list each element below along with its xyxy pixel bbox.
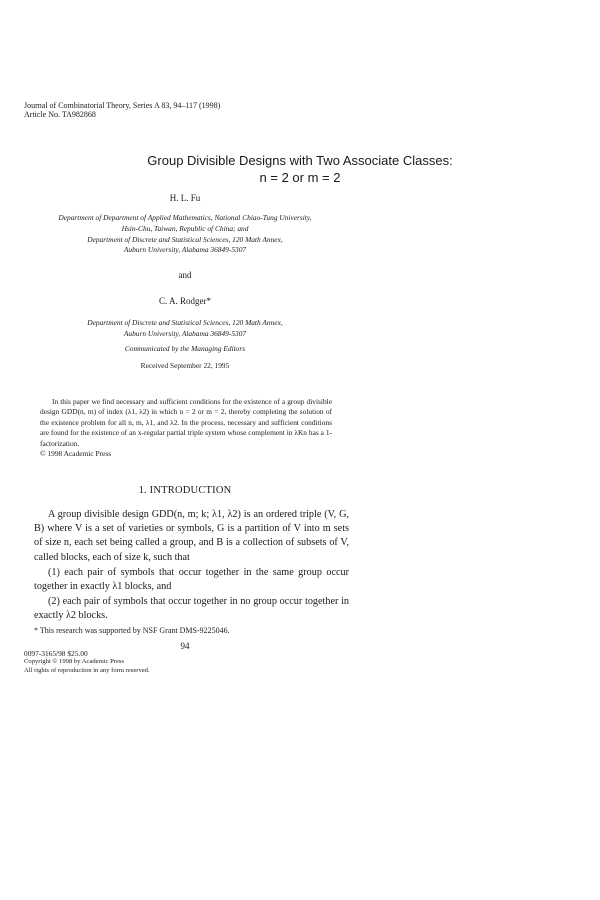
received-date: Received September 22, 1995 <box>140 361 230 370</box>
paper-title <box>20 152 580 186</box>
rights-line: All rights of reproduction in any form reserved. <box>24 666 150 674</box>
section-heading: 1. INTRODUCTION <box>138 485 232 496</box>
affiliation-line: Auburn University, Alabama 36849-5307 <box>123 328 247 338</box>
paragraph: A group divisible design GDD(n, m; k; λ1, λ2) is an ordered triple (V, G, B) where V is a set of varieties or symbols, G is a partition of V into m sets of size n, each set being called a group, and B is a collection of subsets of V, called blocks, each of size k, such that <box>34 509 349 563</box>
title-line-2: n = 2 or m = 2 <box>259 170 341 185</box>
paragraph: (2) each pair of symbols that occur together in no group occur together in exactly λ2 blocks. <box>34 596 349 622</box>
journal-header <box>24 101 220 119</box>
copyright-line: Copyright © 1998 by Academic Press <box>24 658 125 666</box>
communicated-by: Communicated by the Managing Editors <box>124 344 246 353</box>
condition-1 <box>34 566 349 594</box>
and-separator: and <box>178 270 192 280</box>
author-1-name: H. L. Fu <box>169 193 201 203</box>
abstract-text: In this paper we find necessary and sufficient conditions for the existence of a group divisible design GDD(n, m) of index (λ1, λ2) in which n = 2 or m = 2, thereby completing the solution of the existence problem for all n, m, λ1, and λ2. In the process, necessary and sufficient conditions are found for the existence of an x-regular partial triple system whose complement in λKn has a 1-factorization. <box>40 397 332 448</box>
affiliation-line: Auburn University, Alabama 36849-5307 <box>123 245 247 255</box>
intro-paragraph <box>34 508 349 565</box>
author-2-name: C. A. Rodger* <box>158 296 211 306</box>
affiliation-line: Department of Department of Applied Mathematics, National Chiao-Tung University, <box>58 213 312 222</box>
affiliation-line: Hsin-Chu, Taiwan, Republic of China; and <box>121 223 249 233</box>
condition-2 <box>34 595 349 623</box>
page-number: 94 <box>180 641 190 651</box>
journal-line: Journal of Combinatorial Theory, Series A 83, 94–117 (1998) <box>24 101 221 110</box>
abstract-copyright: © 1998 Academic Press <box>40 449 112 459</box>
paragraph: (1) each pair of symbols that occur together in the same group occur together in exactly λ1 blocks, and <box>34 567 349 593</box>
title-line-1: Group Divisible Designs with Two Associate Classes: <box>147 153 453 168</box>
author-2-affiliation <box>30 318 340 340</box>
affiliation-line: Department of Discrete and Statistical Sciences, 120 Math Annex, <box>87 318 283 327</box>
issn-price: 0097-3165/98 $25.00 <box>24 649 88 658</box>
article-number: Article No. TA982868 <box>24 110 96 119</box>
footnote: * This research was supported by NSF Grant DMS-9225046. <box>34 626 230 635</box>
copyright-block <box>24 650 150 675</box>
affiliation-line: Department of Discrete and Statistical Sciences, 120 Math Annex, <box>87 234 283 244</box>
author-1-affiliation <box>30 213 340 256</box>
abstract <box>40 397 332 459</box>
